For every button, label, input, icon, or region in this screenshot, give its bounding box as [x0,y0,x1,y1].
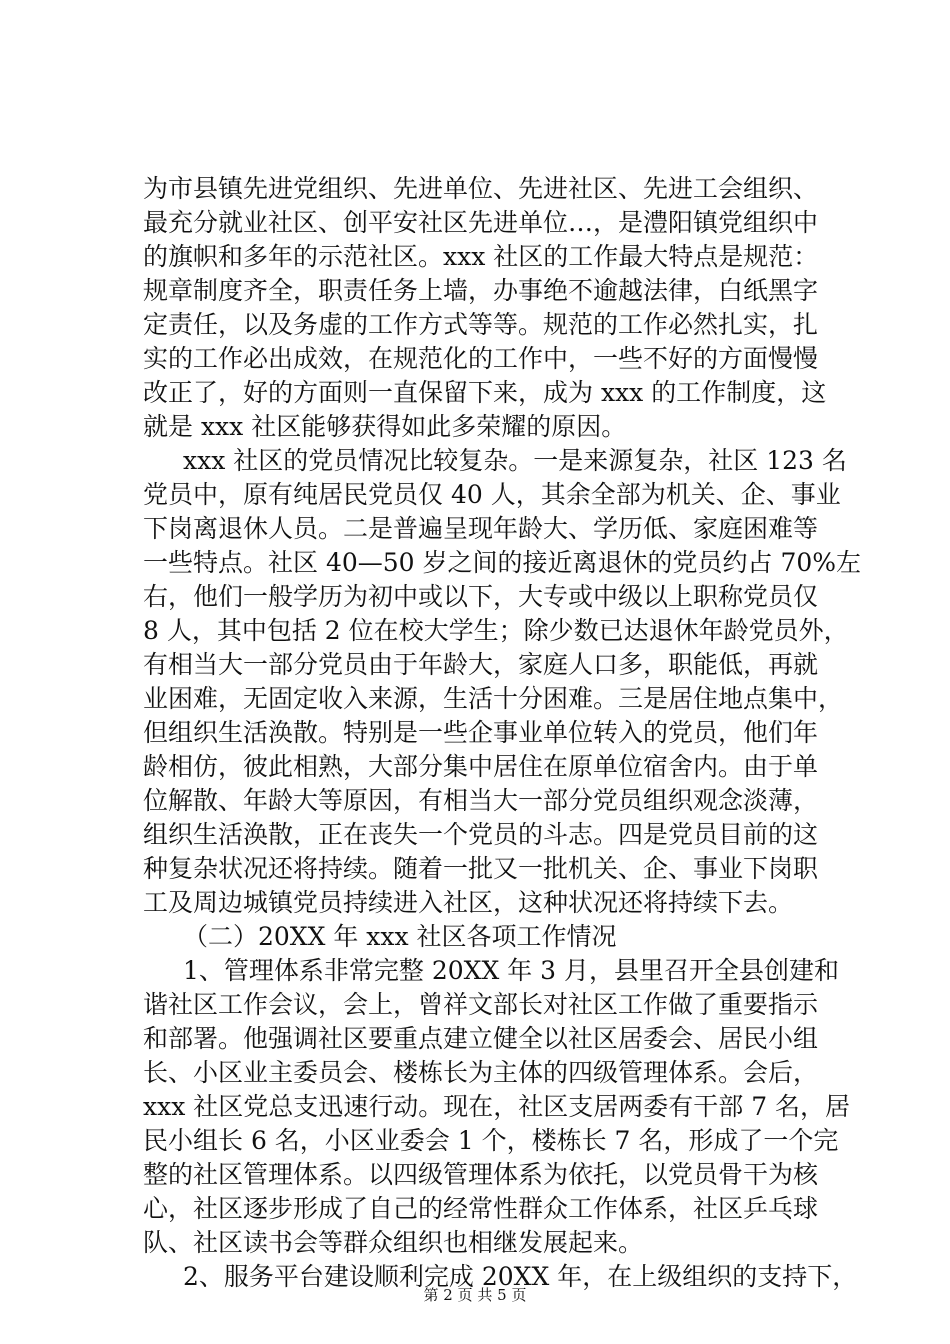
text-line: 定责任，以及务虚的工作方式等等。规范的工作必然扎实，扎 [143,310,819,339]
text-line: 位解散、年龄大等原因，有相当大一部分党员组织观念淡薄， [143,786,819,815]
text-line: 龄相仿，彼此相熟，大部分集中居住在原单位宿舍内。由于单 [143,752,819,781]
body-text [143,172,862,1294]
text-line: 规章制度齐全，职责任务上墙，办事绝不逾越法律，白纸黑字 [143,276,819,305]
text-line: 右，他们一般学历为初中或以下，大专或中级以上职称党员仅 [143,582,819,611]
section-heading: （二）20XX 年 xxx 社区各项工作情况 [183,922,617,951]
paragraph-start: 2、服务平台建设顺利完成 20XX 年，在上级组织的支持下， [183,1262,858,1291]
text-line: 民小组长 6 名，小区业委会 1 个，楼栋长 7 名，形成了一个完 [143,1126,839,1155]
text-line: 就是 xxx 社区能够获得如此多荣耀的原因。 [143,412,627,441]
text-line: 有相当大一部分党员由于年龄大，家庭人口多，职能低，再就 [143,650,819,679]
page-footer: 第 2 页 共 5 页 [423,1286,527,1304]
text-line: 8 人，其中包括 2 位在校大学生；除少数已达退休年龄党员外， [143,616,849,645]
text-line: 下岗离退休人员。二是普遍呈现年龄大、学历低、家庭困难等 [143,514,819,543]
text-line: 最充分就业社区、创平安社区先进单位…，是澧阳镇党组织中 [143,208,819,237]
text-line: 和部署。他强调社区要重点建立健全以社区居委会、居民小组 [143,1024,819,1053]
text-line: xxx 社区党总支迅速行动。现在，社区支居两委有干部 7 名，居 [143,1092,851,1121]
text-line: 工及周边城镇党员持续进入社区，这种状况还将持续下去。 [143,888,794,917]
text-line: 长、小区业主委员会、楼栋长为主体的四级管理体系。会后， [143,1058,819,1087]
text-line: 整的社区管理体系。以四级管理体系为依托，以党员骨干为核 [143,1160,819,1189]
text-line: 的旗帜和多年的示范社区。xxx 社区的工作最大特点是规范： [143,242,819,271]
text-line: 种复杂状况还将持续。随着一批又一批机关、企、事业下岗职 [143,854,819,883]
paragraph-start: xxx 社区的党员情况比较复杂。一是来源复杂，社区 123 名 [183,446,847,475]
text-line: 组织生活涣散，正在丧失一个党员的斗志。四是党员目前的这 [143,820,819,849]
text-line: 心，社区逐步形成了自己的经常性群众工作体系，社区乒乓球 [143,1194,819,1223]
text-line: 业困难，无固定收入来源，生活十分困难。三是居住地点集中， [143,684,844,713]
text-line: 队、社区读书会等群众组织也相继发展起来。 [143,1228,644,1257]
text-line: 改正了，好的方面则一直保留下来，成为 xxx 的工作制度，这 [143,378,827,407]
text-line: 为市县镇先进党组织、先进单位、先进社区、先进工会组织、 [143,174,819,203]
text-line: 党员中，原有纯居民党员仅 40 人，其余全部为机关、企、事业 [143,480,841,509]
text-line: 谐社区工作会议，会上，曾祥文部长对社区工作做了重要指示 [143,990,819,1019]
text-line: 一些特点。社区 40—50 岁之间的接近离退休的党员约占 70%左 [143,548,862,577]
text-line: 实的工作必出成效，在规范化的工作中，一些不好的方面慢慢 [143,344,819,373]
text-line: 但组织生活涣散。特别是一些企事业单位转入的党员，他们年 [143,718,819,747]
paragraph-start: 1、管理体系非常完整 20XX 年 3 月，县里召开全县创建和 [183,956,840,985]
